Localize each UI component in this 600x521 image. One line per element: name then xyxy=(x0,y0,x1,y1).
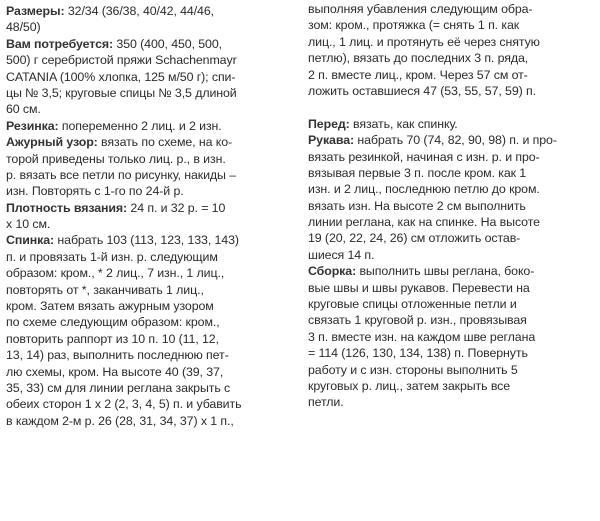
assembly-line-5: 3 п. вместе изн. на каждом шве реглана xyxy=(308,329,536,344)
left-column xyxy=(6,0,292,429)
assembly-line-7: работу и с изн. стороны выполнить 5 xyxy=(308,362,518,377)
front-heading: Перед: xyxy=(308,116,350,131)
sizes-line-1: Размеры: 32/34 (36/38, 40/42, 44/46, xyxy=(6,4,214,18)
back-heading: Спинка: xyxy=(6,233,55,248)
back-line-8: 13, 14) раз, выполнить последнюю пет- xyxy=(6,348,229,363)
back-cont-line-3: лиц., 1 лиц. и протянуть её через снятую xyxy=(308,34,540,49)
lace-line-1: Ажурный узор: вязать по схеме, на ко- xyxy=(6,135,233,150)
materials-heading: Вам потребуется: xyxy=(6,36,114,51)
sleeves-line-3: вязывая первые 3 п. после кром. как 1 xyxy=(308,165,527,180)
assembly-line-8: круговых р. лиц., затем закрыть все xyxy=(308,378,511,393)
spacer xyxy=(308,99,596,115)
back-cont-line-6: ложить оставшиеся 47 (53, 55, 57, 59) п. xyxy=(308,83,536,98)
materials-line-2: 500) г серебристой пряжи Schachenmayr xyxy=(6,53,237,68)
back-cont-line-2: зом: кром., протяжка (= снять 1 п. как xyxy=(308,18,520,33)
back-cont-line-1: выполняя убавления следующим обра- xyxy=(308,2,533,16)
back-line-4: повторять от *, заканчивать 1 лиц., xyxy=(6,282,204,297)
back-line-7: повторить раппорт из 10 п. 10 (11, 12, xyxy=(6,331,219,346)
assembly-line-4: связать 1 круговой р. изн., провязывая xyxy=(308,313,527,328)
assembly-line-9: петли. xyxy=(308,395,344,410)
back-line-1: Спинка: набрать 103 (113, 123, 133, 143) xyxy=(6,233,239,248)
back-cont-line-4: петлю), вязать до последних 3 п. ряда, xyxy=(308,51,529,66)
materials-line-4: цы № 3,5; круговые спицы № 3,5 длиной xyxy=(6,85,237,100)
back-line-2: п. и провязать 1-й изн. р. следующим xyxy=(6,249,218,264)
back-cont-line-5: 2 п. вместе лиц., кром. Через 57 см от- xyxy=(308,67,528,82)
assembly-line-2: вые швы и швы рукавов. Перевести на xyxy=(308,280,530,295)
lace-heading: Ажурный узор: xyxy=(6,135,98,150)
gauge-line-1: Плотность вязания: 24 п. и 32 р. = 10 xyxy=(6,200,226,215)
sleeves-line-5: вязать изн. На высоте 2 см выполнить xyxy=(308,198,526,213)
back-line-6: по схеме следующим образом: кром., xyxy=(6,315,220,330)
rib-line-1: Резинка: попеременно 2 лиц. и 2 изн. xyxy=(6,118,222,133)
assembly-line-1: Сборка: выполнить швы реглана, боко- xyxy=(308,264,535,279)
front-line-1: Перед: вязать, как спинку. xyxy=(308,116,458,131)
sizes-line-2: 48/50) xyxy=(6,20,41,35)
right-column xyxy=(308,0,596,411)
lace-line-2: торой приведены только лиц. р., в изн. xyxy=(6,151,226,166)
sleeves-line-1: Рукава: набрать 70 (74, 82, 90, 98) п. и про- xyxy=(308,133,557,148)
sleeves-line-6: линии реглана, как на спинке. На высоте xyxy=(308,215,540,230)
lace-line-4: изн. Повторять с 1-го по 24-й р. xyxy=(6,184,184,199)
sleeves-line-8: шиеся 14 п. xyxy=(308,247,375,262)
lace-line-3: р. вязать все петли по рисунку, накиды – xyxy=(6,167,236,182)
back-line-3: образом: кром., * 2 лиц., 7 изн., 1 лиц., xyxy=(6,266,225,281)
sleeves-heading: Рукава: xyxy=(308,133,355,148)
materials-line-5: 60 см. xyxy=(6,102,41,117)
back-line-10: 35, 33) см для линии реглана закрыть с xyxy=(6,380,231,395)
sleeves-line-7: 19 (20, 22, 24, 26) см отложить остав- xyxy=(308,231,521,246)
materials-line-3: CATANIA (100% хлопка, 125 м/50 г); спи- xyxy=(6,69,236,84)
back-line-9: лю схемы, кром. На высоте 40 (39, 37, xyxy=(6,364,224,379)
back-line-11: обеих сторон 1 х 2 (2, 3, 4, 5) п. и убавить xyxy=(6,397,242,412)
back-line-12: в каждом 2-м р. 26 (28, 31, 34, 37) х 1 п., xyxy=(6,413,234,428)
assembly-line-3: круговые спицы отложенные петли и xyxy=(308,297,517,312)
sleeves-line-2: вязать резинкой, начиная с изн. р. и про- xyxy=(308,149,540,164)
back-line-5: кром. Затем вязать ажурным узором xyxy=(6,299,214,314)
assembly-line-6: = 114 (126, 130, 134, 138) п. Повернуть xyxy=(308,346,528,361)
materials-line-1: Вам потребуется: 350 (400, 450, 500, xyxy=(6,36,222,51)
gauge-line-2: х 10 см. xyxy=(6,217,51,232)
rib-heading: Резинка: xyxy=(6,118,59,133)
sleeves-line-4: изн. и 2 лиц., последнюю петлю до кром. xyxy=(308,182,540,197)
sizes-heading: Размеры: xyxy=(6,4,65,18)
gauge-heading: Плотность вязания: xyxy=(6,200,128,215)
assembly-heading: Сборка: xyxy=(308,264,357,279)
